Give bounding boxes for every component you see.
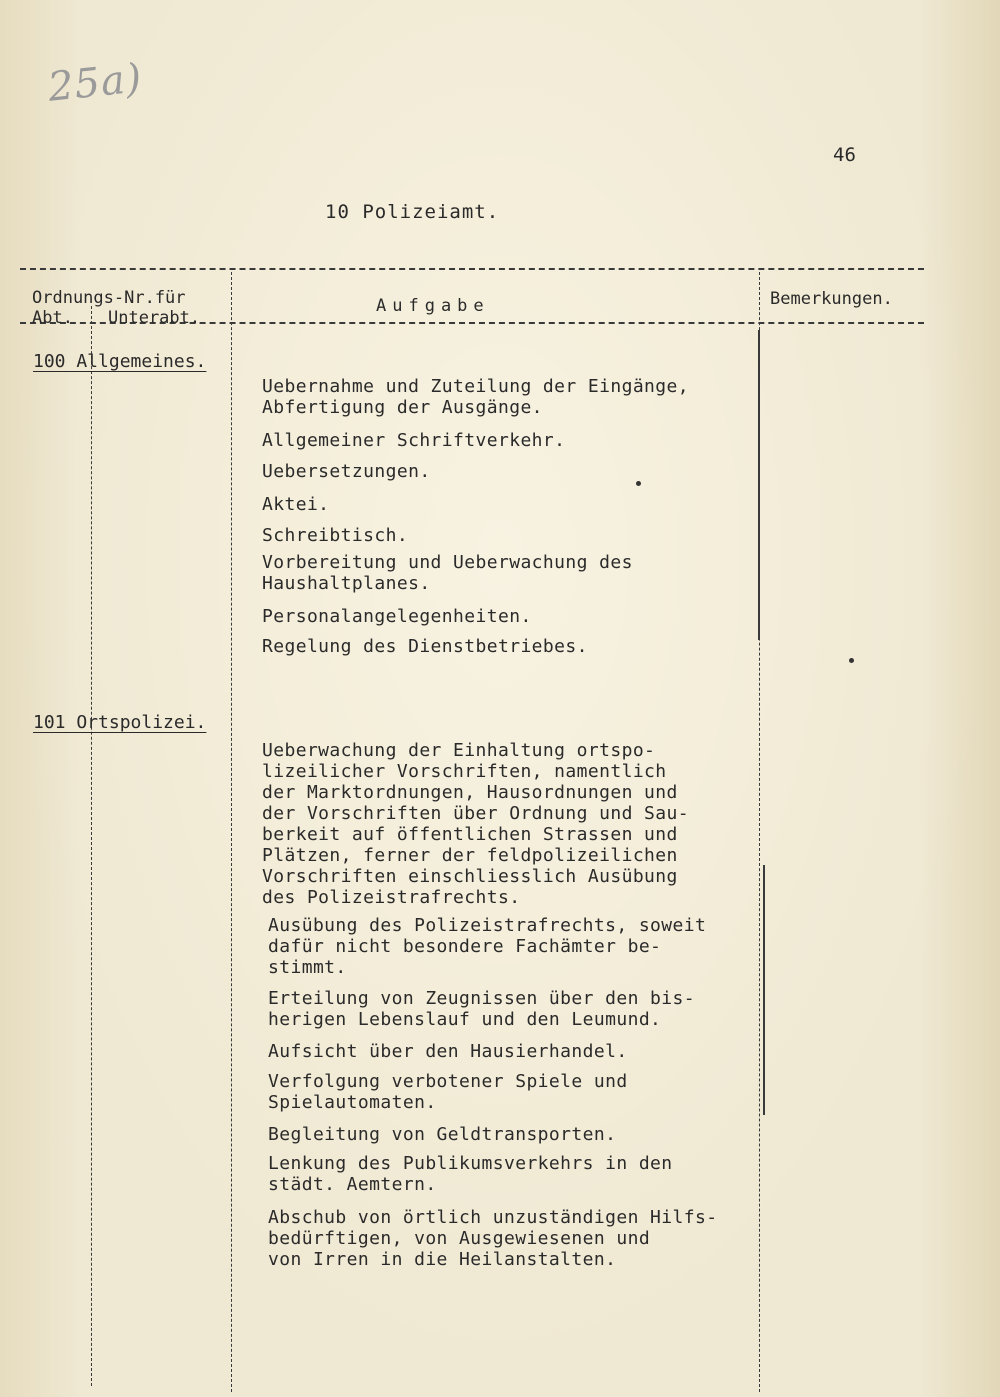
task-item: Aktei. (262, 494, 330, 515)
header-aufgabe: Aufgabe (376, 296, 490, 316)
task-item: Verfolgung verbotener Spiele und Spielautomaten. (268, 1071, 628, 1113)
header-bemerkungen: Bemerkungen. (770, 289, 893, 309)
ink-spot (636, 481, 641, 486)
column-divider-left (231, 272, 232, 1392)
handwritten-page-mark: 25a) (45, 55, 145, 111)
task-item: Personalangelegenheiten. (262, 606, 532, 627)
column-divider-abt (91, 306, 92, 1386)
task-item: Regelung des Dienstbetriebes. (262, 636, 588, 657)
section-heading-100: 100 Allgemeines. (33, 351, 207, 372)
section-heading-101: 101 Ortspolizei. (33, 712, 207, 733)
document-title: 10 Polizeiamt. (325, 201, 500, 223)
task-item: Uebernahme und Zuteilung der Eingänge, Abfertigung der Ausgänge. (262, 376, 690, 418)
task-item: Lenkung des Publikumsverkehrs in den städt. Aemtern. (268, 1153, 673, 1195)
task-item: Begleitung von Geldtransporten. (268, 1124, 617, 1145)
task-item: Vorbereitung und Ueberwachung des Haushaltplanes. (262, 552, 633, 594)
task-item: Allgemeiner Schriftverkehr. (262, 430, 566, 451)
task-item: Aufsicht über den Hausierhandel. (268, 1041, 628, 1062)
task-item: Abschub von örtlich unzuständigen Hilfs- bedürftigen, von Ausgewiesenen und von Irren in die Heilanstalten. (268, 1207, 718, 1270)
task-item: Schreibtisch. (262, 525, 409, 546)
ink-spot (849, 658, 854, 663)
task-item: Erteilung von Zeugnissen über den bis- herigen Lebenslauf und den Leumund. (268, 988, 696, 1030)
header-unterabt: Unterabt. (108, 308, 201, 328)
table-top-rule (20, 268, 924, 270)
task-item: Ausübung des Polizeistrafrechts, soweit dafür nicht besondere Fachämter be- stimmt. (268, 915, 707, 978)
task-item: Uebersetzungen. (262, 461, 431, 482)
page-number: 46 (833, 144, 856, 166)
task-item: Ueberwachung der Einhaltung ortspo- lizeilicher Vorschriften, namentlich der Marktordnungen, Hausordnungen und der Vorschriften über Ordnung und Sau- berkeit auf öffentlichen Strassen und Plätzen, ferner der feldpolizeilichen Vorschriften einschliesslich Ausübung des Polizeistrafrechts. (262, 740, 690, 908)
header-ordnungs-nr: Ordnungs-Nr.für (32, 288, 186, 308)
header-abt: Abt. (32, 308, 73, 328)
